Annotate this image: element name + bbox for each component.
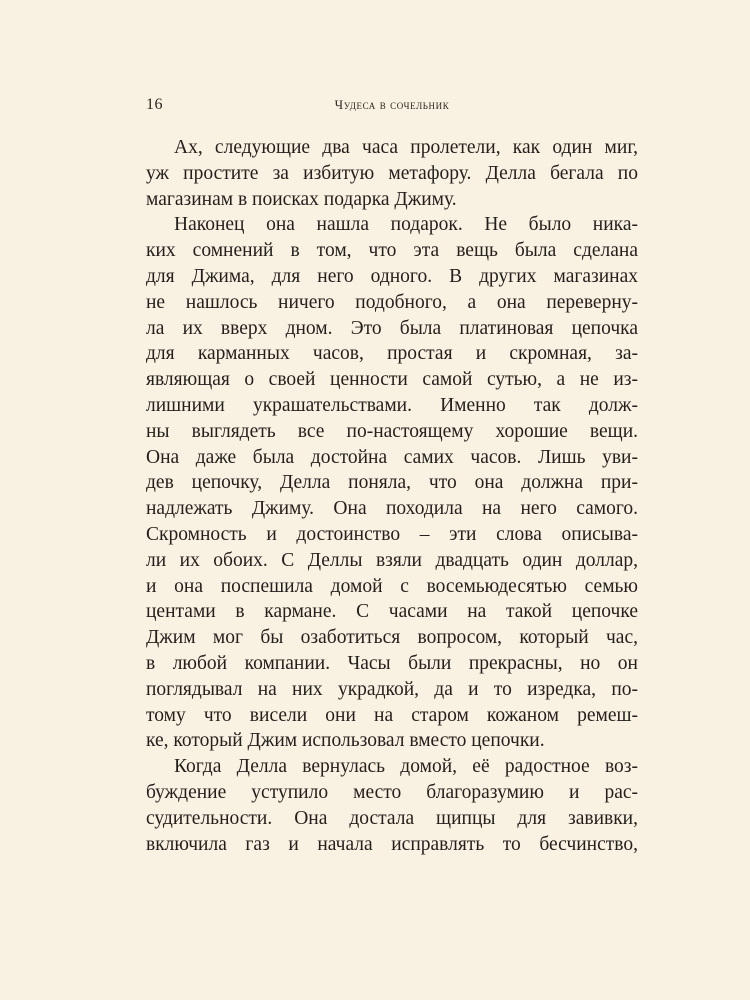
text-line: дев цепочку, Делла поняла, что она должна при- [146,472,638,494]
text-line: Ах, следующие два часа пролетели, как один миг, [174,137,638,158]
text-line: буждение уступило место благоразумию и рас- [146,781,638,803]
text-line: судительности. Она достала щипцы для завивки, [146,807,638,829]
text-line: надлежать Джиму. Она походила на него самого. [146,498,638,520]
text-line: Она даже была достойна самих часов. Лишь уви- [146,446,638,468]
running-title: Чудеса в сочельник [334,97,450,112]
page-number: 16 [146,96,163,113]
text-line: не нашлось ничего подобного, а она переверну- [146,291,638,313]
text-line: поглядывал на них украдкой, да и то изредка, по- [146,678,638,700]
text-line: магазинам в поисках подарка Джиму. [146,188,457,210]
text-line: для карманных часов, простая и скромная, за- [146,343,638,365]
text-line: являющая о своей ценности самой сутью, а не из- [146,369,638,391]
text-line: тому что висели они на старом кожаном ремеш- [146,704,638,726]
text-line: уж простите за избитую метафору. Делла бегала по [146,162,638,184]
text-line: ке, который Джим использовал вместо цепочки. [146,730,545,752]
text-line: Скромность и достоинство – эти слова описыва- [146,523,638,545]
text-line: Когда Делла вернулась домой, её радостное воз- [174,756,638,778]
text-line: для Джима, для него одного. В других магазинах [146,265,638,287]
body-text [146,135,638,857]
text-line: и она поспешила домой с восемьюдесятью семью [146,575,638,597]
text-line: включила газ и начала исправлять то бесчинство, [146,833,638,855]
text-line: ли их обоих. С Деллы взяли двадцать один доллар, [146,549,638,571]
text-line: ла их вверх дном. Это была платиновая цепочка [146,317,638,339]
text-line: лишними украшательствами. Именно так долж- [146,394,638,416]
text-line: ны выглядеть все по-настоящему хорошие вещи. [146,420,638,442]
text-line: в любой компании. Часы были прекрасны, но он [146,652,638,674]
text-line: ких сомнений в том, что эта вещь была сделана [146,240,638,262]
page-header [146,96,638,116]
text-line: центами в кармане. С часами на такой цепочке [146,601,638,623]
text-line: Наконец она нашла подарок. Не было ника- [174,214,638,236]
text-line: Джим мог бы озаботиться вопросом, который час, [146,627,638,649]
